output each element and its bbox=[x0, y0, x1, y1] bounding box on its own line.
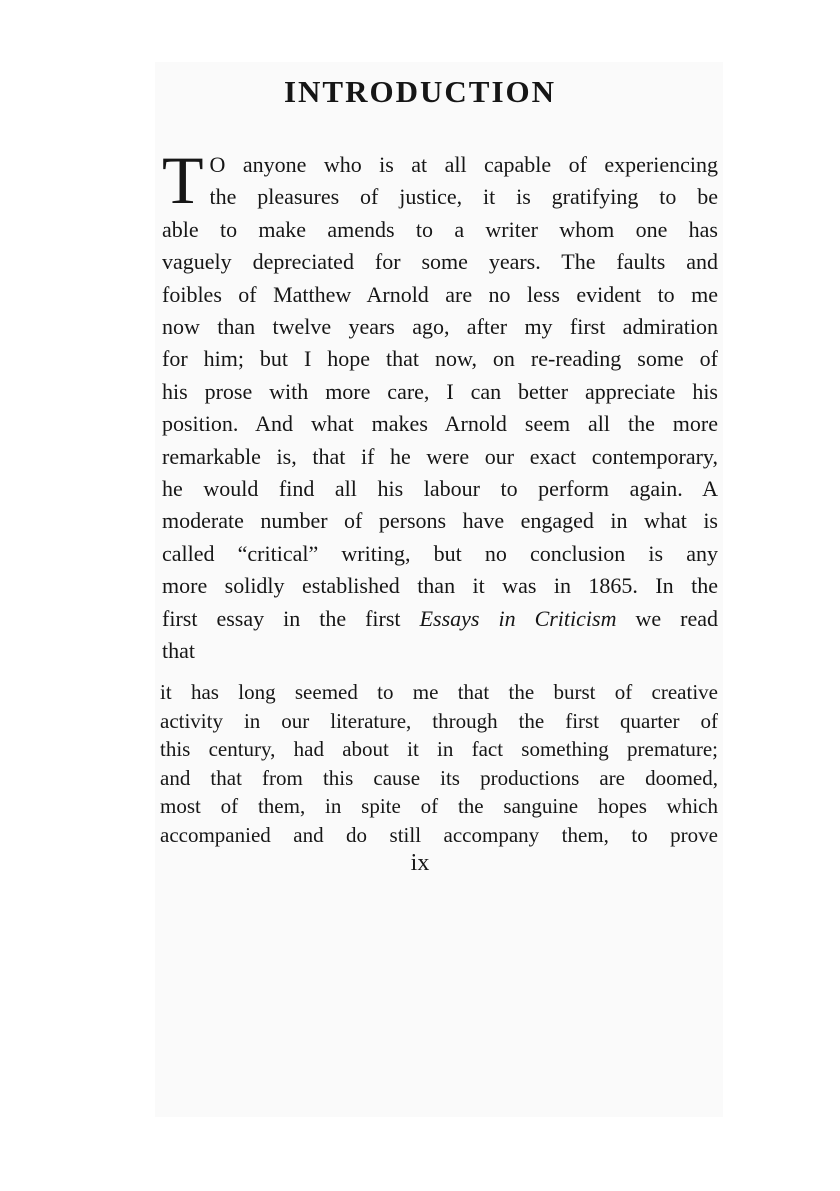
quote-line: most of them, in spite of the sanguine hopes which bbox=[160, 794, 718, 819]
paragraph-line: he would find all his labour to perform again. A bbox=[162, 476, 718, 502]
paragraph-line: the pleasures of justice, it is gratifying to be bbox=[209, 184, 718, 210]
paragraph-line: position. And what makes Arnold seem all the more bbox=[162, 411, 718, 437]
paragraph-line: O anyone who is at all capable of experiencing bbox=[209, 152, 718, 177]
paragraph-text: we read bbox=[635, 605, 718, 631]
paragraph-line: called “critical” writing, but no conclusion is any bbox=[162, 540, 718, 566]
quote-line: it has long seemed to me that the burst of creative bbox=[160, 680, 718, 704]
quote-line: accompanied and do still accompany them, to prove bbox=[160, 822, 718, 847]
paragraph-line: vaguely depreciated for some years. The faults and bbox=[162, 249, 718, 275]
paragraph-line: for him; but I hope that now, on re-reading some of bbox=[162, 346, 718, 372]
block-quote bbox=[160, 678, 718, 850]
page-title: INTRODUCTION bbox=[283, 74, 557, 109]
drop-cap: T bbox=[162, 142, 204, 218]
paragraph-line: moderate number of persons have engaged in what is bbox=[162, 508, 718, 534]
quote-line: activity in our literature, through the first quarter of bbox=[160, 708, 718, 733]
paragraph-text: first essay in the first bbox=[162, 605, 401, 631]
paragraph-line: foibles of Matthew Arnold are no less evident to me bbox=[162, 281, 718, 307]
paragraph-line: remarkable is, that if he were our exact contemporary, bbox=[162, 443, 718, 469]
paragraph-line: able to make amends to a writer whom one has bbox=[162, 216, 718, 242]
intro-paragraph bbox=[162, 142, 718, 668]
paragraph-line: his prose with more care, I can better appreciate his bbox=[162, 378, 718, 404]
quote-line: and that from this cause its productions are doomed, bbox=[160, 765, 718, 790]
paragraph-line: now than twelve years ago, after my first admiration bbox=[162, 314, 718, 340]
book-title: Essays in Criticism bbox=[419, 605, 617, 631]
quote-line: this century, had about it in fact something premature; bbox=[160, 737, 718, 762]
paragraph-line: that bbox=[162, 638, 195, 664]
paragraph-line: more solidly established than it was in 1865. In the bbox=[162, 573, 718, 599]
paragraph-line-with-title bbox=[162, 603, 718, 635]
page-number: ix bbox=[410, 850, 430, 876]
